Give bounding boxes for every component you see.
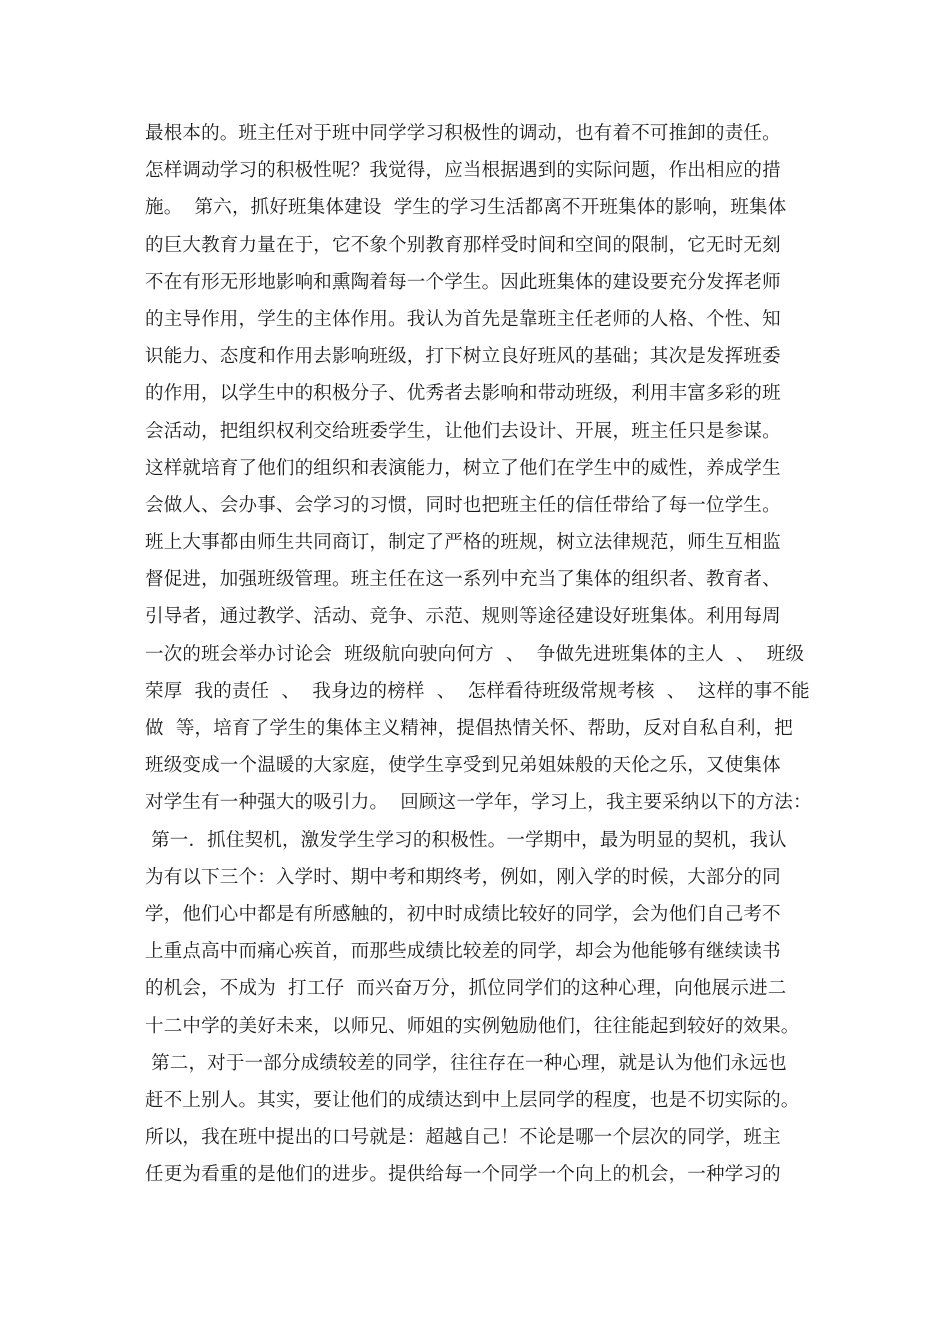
text-line: 上重点高中而痛心疾首，而那些成绩比较差的同学，却会为他能够有继续读书 xyxy=(145,941,781,963)
text-line: 会做人、会办事、会学习的习惯，同时也把班主任的信任带给了每一位学生。 xyxy=(145,494,781,516)
text-line: 第一．抓住契机，激发学生学习的积极性。一学期中，最为明显的契机，我认 xyxy=(145,829,787,851)
text-line: 对学生有一种强大的吸引力。 回顾这一学年，学习上，我主要采纳以下的方法： xyxy=(145,792,812,814)
text-line: 最根本的。班主任对于班中同学学习积极性的调动，也有着不可推卸的责任。 xyxy=(145,123,781,144)
text-line: 引导者，通过教学、活动、竞争、示范、规则等途径建设好班集体。利用每周 xyxy=(145,606,781,628)
text-line: 十二中学的美好未来，以师兄、师姐的实例勉励他们，往往能起到较好的效果。 xyxy=(145,1015,800,1037)
text-line: 做 等，培育了学生的集体主义精神，提倡热情关怀、帮助，反对自私自利，把 xyxy=(145,718,793,739)
text-line: 的巨大教育力量在于，它不象个别教育那样受时间和空间的限制，它无时无刻 xyxy=(145,234,781,256)
text-line: 的主导作用，学生的主体作用。我认为首先是靠班主任老师的人格、个性、知 xyxy=(145,308,781,330)
text-line: 识能力、态度和作用去影响班级，打下树立良好班风的基础；其次是发挥班委 xyxy=(145,346,781,368)
text-line: 班级变成一个温暖的大家庭，使学生享受到兄弟姐妹般的天伦之乐，又使集体 xyxy=(145,755,781,777)
text-line: 赶不上别人。其实，要让他们的成绩达到中上层同学的程度，也是不切实际的。 xyxy=(145,1089,800,1111)
text-line: 班上大事都由师生共同商订，制定了严格的班规，树立法律规范，师生互相监 xyxy=(145,532,781,554)
text-line: 一次的班会举办讨论会 班级航向驶向何方 、 争做先进班集体的主人 、 班级 xyxy=(145,643,805,665)
text-line: 所以，我在班中提出的口号就是：超越自己！不论是哪一个层次的同学，班主 xyxy=(145,1127,781,1149)
text-line: 这样就培育了他们的组织和表演能力，树立了他们在学生中的威性，养成学生 xyxy=(145,457,781,479)
text-line: 不在有形无形地影响和熏陶着每一个学生。因此班集体的建设要充分发挥老师 xyxy=(145,271,781,293)
text-line: 荣厚 我的责任 、 我身边的榜样 、 怎样看待班级常规考核 、 这样的事不能 xyxy=(145,680,810,702)
text-line: 为有以下三个：入学时、期中考和期终考，例如，刚入学的时候，大部分的同 xyxy=(145,866,781,888)
text-line: 督促进，加强班级管理。班主任在这一系列中充当了集体的组织者、教育者、 xyxy=(145,569,781,591)
text-line: 的机会，不成为 打工仔 而兴奋万分，抓位同学们的这种心理，向他展示进二 xyxy=(145,978,787,1000)
text-line: 施。 第六，抓好班集体建设 学生的学习生活都离不开班集体的影响，班集体 xyxy=(145,197,787,219)
text-line: 学，他们心中都是有所感触的，初中时成绩比较好的同学，会为他们自己考不 xyxy=(145,903,781,925)
text-line: 会活动，把组织权利交给班委学生，让他们去设计、开展，班主任只是参谋。 xyxy=(145,420,781,442)
text-line: 的作用，以学生中的积极分子、优秀者去影响和带动班级，利用丰富多彩的班 xyxy=(145,383,781,405)
text-line: 怎样调动学习的积极性呢？我觉得，应当根据遇到的实际问题，作出相应的措 xyxy=(145,160,781,182)
text-line: 任更为看重的是他们的进步。提供给每一个同学一个向上的机会，一种学习的 xyxy=(145,1164,781,1186)
text-line: 第二，对于一部分成绩较差的同学，往往存在一种心理，就是认为他们永远也 xyxy=(145,1052,787,1074)
body-text xyxy=(145,115,825,1193)
